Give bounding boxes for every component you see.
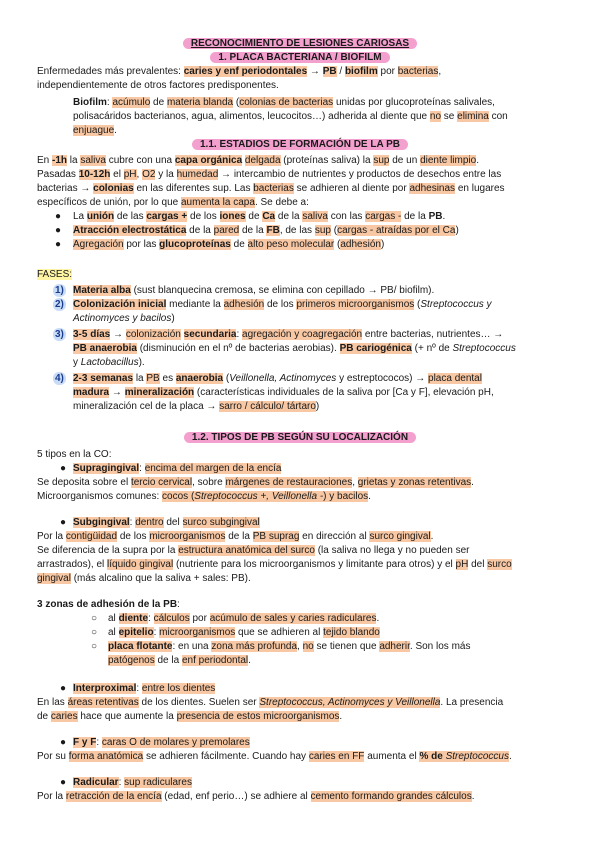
sub-heading: Subgingival: dentro del surco subgingival [73,517,260,528]
bullet-icon: ● [60,463,67,474]
fyf-heading: F y F: caras O de molares y premolares [73,737,250,748]
circle-bullet-icon: ○ [91,627,98,638]
fases-label: FASES: [37,269,73,280]
zones-title: 3 zonas de adhesión de la PB: [37,599,180,610]
biofilm-line-1: Biofilm: acúmulo de materia blanda (colonias de bacterias unidas por glucoproteínas salivales, [73,97,495,108]
s11-bullet-3: Agregación por las glucoproteínas de alto peso molecular (adhesión) [73,239,385,250]
phase-number-4: 4) [55,373,64,384]
section-1-2-title: 1.2. TIPOS DE PB SEGÚN SU LOCALIZACIÓN [0,431,600,444]
zone-2: al epitelio: microorganismos que se adhieren al tejido blando [108,627,380,638]
phase-2-line-2: Actinomyces y bacilos) [73,313,175,324]
sub-line-2: Por la contigüidad de los microorganismos de la PB suprag en dirección al surco gingival. [37,531,434,542]
s11-bullet-1: La unión de las cargas + de los iones de Ca de la saliva con las cargas - de la PB. [73,211,446,222]
phase-3-line-3: y Lactobacillus). [73,357,145,368]
bullet-icon: ● [60,737,67,748]
sub-line-5: gingival (más alcalino que la saliva + sales: PB). [37,573,251,584]
bullet-icon: ● [60,777,67,788]
bullet-icon: ● [55,211,62,222]
phase-number-1: 1) [55,285,64,296]
intro-line-1: Enfermedades más prevalentes: caries y enf periodontales → PB / biofilm por bacterias, [37,66,442,77]
biofilm-line-2: polisacáridos bacterianos, agua, alimentos, leucocitos…) adherida al diente que no se elimina con [73,111,508,122]
phase-2-line-1: Colonización inicial mediante la adhesión de los primeros microorganismos (Streptococcus y [73,299,492,310]
document-title: RECONOCIMIENTO DE LESIONES CARIOSAS [0,37,600,50]
intro-line-2: independientemente de otros factores predisponentes. [37,80,279,91]
fyf-line-2: Por su forma anatómica se adhieren fácilmente. Cuando hay caries en FF aumenta el % de Streptococcus. [37,751,512,762]
s11-line-3: bacterias → colonias en las diferentes sup. Las bacterias se adhieren al diente por adhesinas en lugares [37,183,505,194]
zone-3-line-1: placa flotante: en una zona más profunda, no se tienen que adherir. Son los más [108,641,471,652]
sub-line-3: Se diferencia de la supra por la estructura anatómica del surco (la saliva no llega y no pueden ser [37,545,470,556]
phase-3-line-1: 3-5 días → colonización secundaria: agregación y coagregación entre bacterias, nutrientes… → [73,329,504,340]
s12-intro: 5 tipos en la CO: [37,449,112,460]
circle-bullet-icon: ○ [91,613,98,624]
bullet-icon: ● [60,517,67,528]
bullet-icon: ● [55,239,62,250]
phase-4-line-3: mineralización cel de la placa → sarro / cálculo/ tártaro) [73,401,320,412]
biofilm-line-3: enjuague. [73,125,117,136]
zone-1: al diente: cálculos por acúmulo de sales y caries radiculares. [108,613,380,624]
phase-number-2: 2) [55,299,64,310]
phase-3-line-2: PB anaerobia (disminución en el nº de bacterias aerobias). PB cariogénica (+ nº de Streptococcus [73,343,516,354]
phase-4-line-2: madura → mineralización (características individuales de la saliva por [Ca y F], elevación pH, [73,387,494,398]
inter-line-2: En las áreas retentivas de los dientes. Suelen ser Streptococcus, Actinomyces y Veillonella. La presencia [37,697,504,708]
inter-line-3: de caries hace que aumente la presencia de estos microorganismos. [37,711,343,722]
rad-line-2: Por la retracción de la encía (edad, enf perio…) se adhiere al cemento formando grandes cálculos. [37,791,475,802]
phase-4-line-1: 2-3 semanas la PB es anaerobia (Veillonella, Actinomyces y estreptococos) → placa dental [73,373,482,384]
s11-bullet-2: Atracción electrostática de la pared de la FB, de las sup (cargas - atraídas por el Ca) [73,225,459,236]
s11-line-4: específicos de unión, por lo que aumenta la capa. Se debe a: [37,197,309,208]
s11-line-1: En -1h la saliva cubre con una capa orgánica delgada (proteínas saliva) la sup de un diente limpio. [37,155,479,166]
sub-line-4: arrastrados), el líquido gingival (nutriente para los microorganismos y limitante para otros) y el pH del surco [37,559,512,570]
supra-line-2: Se deposita sobre el tercio cervical, sobre márgenes de restauraciones, grietas y zonas retentivas. [37,477,474,488]
rad-heading: Radicular: sup radiculares [73,777,192,788]
phase-1-line: Materia alba (sust blanquecina cremosa, se elimina con cepillado → PB/ biofilm). [73,285,435,296]
section-1-title: 1. PLACA BACTERIANA / BIOFILM [0,51,600,64]
inter-heading: Interproximal: entre los dientes [73,683,216,694]
bullet-icon: ● [60,683,67,694]
circle-bullet-icon: ○ [91,641,98,652]
zone-3-line-2: patógenos de la enf periodontal. [108,655,251,666]
section-1-1-title: 1.1. ESTADIOS DE FORMACIÓN DE LA PB [0,138,600,151]
bullet-icon: ● [55,225,62,236]
supra-heading: Supragingival: encima del margen de la encía [73,463,282,474]
phase-number-3: 3) [55,329,64,340]
s11-line-2: Pasadas 10-12h el pH, O2 y la humedad → intercambio de nutrientes y productos de desechos entre las [37,169,502,180]
supra-line-3: Microorganismos comunes: cocos (Streptococcus +, Veillonella -) y bacilos. [37,491,371,502]
